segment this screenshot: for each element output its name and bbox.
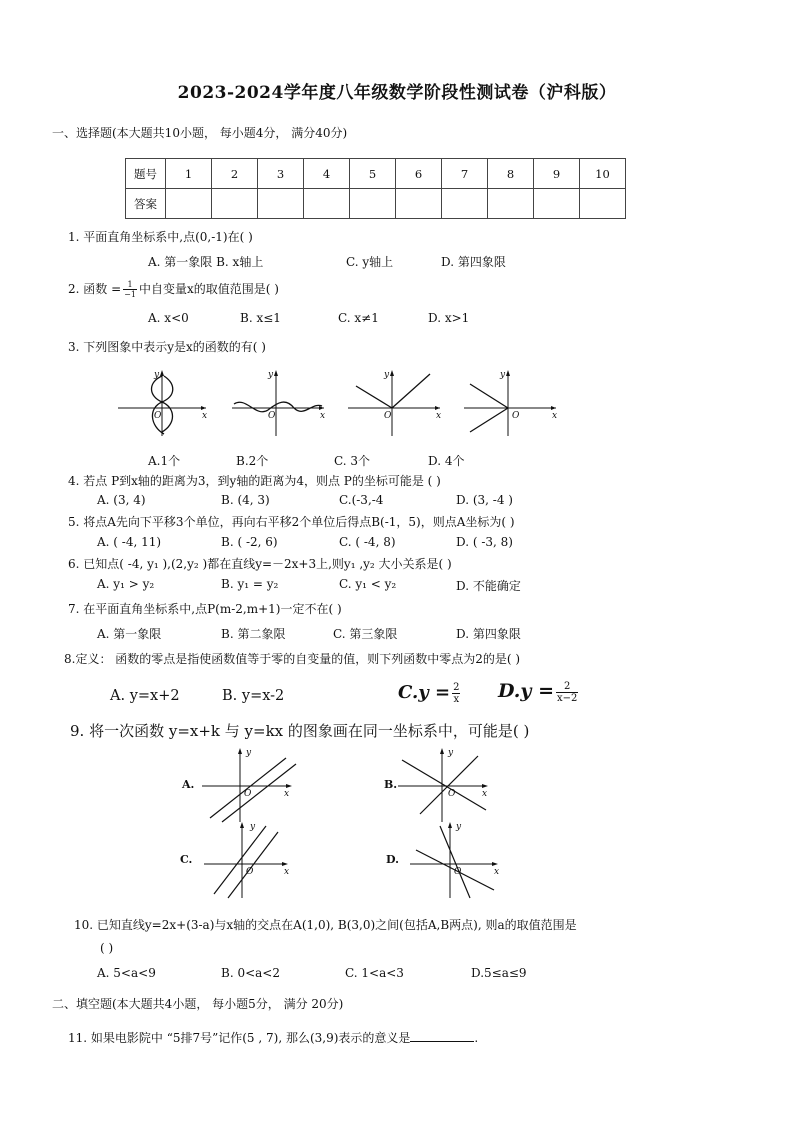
answer-cell[interactable] xyxy=(258,189,304,219)
question-6-option-b: B. y₁ = y₂ xyxy=(221,577,279,591)
x-axis-label: x xyxy=(320,411,326,421)
table-number-cell: 7 xyxy=(442,159,488,189)
table-number-cell: 6 xyxy=(396,159,442,189)
table-number-cell: 4 xyxy=(304,159,350,189)
question-5-option-a: A. ( -4, 11) xyxy=(97,535,162,549)
question-3-option-d: D. 4个 xyxy=(428,454,465,468)
question-3-graph-2 xyxy=(232,368,332,438)
option-d-label: D.y = xyxy=(498,680,554,702)
x-axis-label: x xyxy=(482,789,488,799)
question-2-pre: 2. 函数 = xyxy=(68,282,122,296)
question-8-option-b: B. y=x-2 xyxy=(222,688,285,704)
origin-label: O xyxy=(268,411,276,421)
question-4-option-a: A. (3, 4) xyxy=(97,493,146,507)
question-7: 7. 在平面直角坐标系中,点P(m-2,m+1)一定不在( ) xyxy=(68,602,342,616)
question-2-option-d: D. x>1 xyxy=(428,311,470,325)
question-6: 6. 已知点( -4, y₁ ),(2,y₂ )都在直线y=－2x+3上,则y₁ ,y₂ 大小关系是( ) xyxy=(68,557,452,571)
question-1-option-c: C. y轴上 xyxy=(346,255,394,269)
y-axis-label: y xyxy=(250,822,256,832)
fraction-denominator: x−2 xyxy=(557,693,578,704)
question-1: 1. 平面直角坐标系中,点(0,-1)在( ) xyxy=(68,230,253,244)
table-number-cell: 9 xyxy=(534,159,580,189)
fraction-numerator: 1 xyxy=(123,280,137,290)
origin-label: O xyxy=(246,867,254,877)
y-axis-label: y xyxy=(448,748,454,758)
y-axis-label: y xyxy=(268,370,274,380)
question-1-option-ab: A. 第一象限 B. x轴上 xyxy=(148,255,264,269)
question-9-graph-b xyxy=(398,746,498,824)
question-10-option-d: D.5≤a≤9 xyxy=(471,966,527,980)
question-10-option-b: B. 0<a<2 xyxy=(221,966,280,980)
origin-label: O xyxy=(384,411,392,421)
question-2-option-b: B. x≤1 xyxy=(240,311,281,325)
question-5: 5. 将点A先向下平移3个单位，再向右平移2个单位后得点B(-1，5)，则点A坐标为( ) xyxy=(68,515,515,529)
question-4-option-d: D. (3, -4 ) xyxy=(456,493,513,507)
x-axis-label: x xyxy=(284,789,290,799)
answer-cell[interactable] xyxy=(304,189,350,219)
table-number-cell: 2 xyxy=(212,159,258,189)
question-4: 4. 若点 P到x轴的距离为3，到y轴的距离为4，则点 P的坐标可能是 ( ) xyxy=(68,474,441,488)
question-2-option-a: A. x<0 xyxy=(148,311,189,325)
question-8-option-c xyxy=(398,682,462,705)
question-9-graph-a xyxy=(202,746,302,824)
section-heading-choice: 一、选择题(本大题共10小题， 每小题4分， 满分40分) xyxy=(52,126,348,140)
fraction-numerator: 2 xyxy=(453,682,460,693)
x-axis-label: x xyxy=(436,411,442,421)
y-axis-label: y xyxy=(154,370,160,380)
question-9-label-b: B. xyxy=(384,778,398,791)
y-axis-label: y xyxy=(456,822,462,832)
answer-cell[interactable] xyxy=(212,189,258,219)
question-7-option-c: C. 第三象限 xyxy=(333,627,398,641)
fraction-denominator: x xyxy=(453,694,460,705)
question-3-option-c: C. 3个 xyxy=(334,454,371,468)
question-10-line-2: ( ) xyxy=(100,941,114,955)
question-3-option-a: A.1个 xyxy=(148,454,181,468)
question-7-option-a: A. 第一象限 xyxy=(97,627,162,641)
question-10-option-a: A. 5<a<9 xyxy=(97,966,156,980)
page-title: 2023-2024学年度八年级数学阶段性测试卷（沪科版） xyxy=(177,83,617,103)
table-number-cell: 10 xyxy=(580,159,626,189)
question-2-fraction xyxy=(123,280,137,299)
answer-table xyxy=(125,158,626,219)
answer-cell[interactable] xyxy=(442,189,488,219)
answer-table-answer-row xyxy=(126,189,626,219)
question-9-label-a: A. xyxy=(182,778,195,791)
question-7-option-b: B. 第二象限 xyxy=(221,627,286,641)
question-6-option-d: D. 不能确定 xyxy=(456,579,521,593)
table-number-cell: 1 xyxy=(166,159,212,189)
question-3: 3. 下列图象中表示y是x的函数的有( ) xyxy=(68,340,266,354)
fraction-denominator: −1 xyxy=(124,290,136,299)
fraction-numerator: 2 xyxy=(556,681,578,693)
question-5-option-b: B. ( -2, 6) xyxy=(221,535,278,549)
question-6-option-a: A. y₁ > y₂ xyxy=(97,577,155,591)
y-axis-label: y xyxy=(384,370,390,380)
question-9-graph-d xyxy=(410,820,510,900)
question-11 xyxy=(68,1029,478,1046)
question-3-graph-1 xyxy=(118,368,210,438)
question-11-text: 11. 如果电影院中 “5排7号”记作(5 , 7), 那么(3,9)表示的意义是 xyxy=(68,1031,411,1045)
question-8: 8.定义： 函数的零点是指使函数值等于零的自变量的值，则下列函数中零点为2的是( ) xyxy=(64,652,521,666)
question-9-label-d: D. xyxy=(386,853,399,866)
table-number-cell: 5 xyxy=(350,159,396,189)
question-9: 9. 将一次函数 y=x+k 与 y=kx 的图象画在同一坐标系中，可能是( ) xyxy=(70,722,530,740)
y-axis-label: y xyxy=(500,370,506,380)
answer-cell[interactable] xyxy=(534,189,580,219)
answer-blank[interactable] xyxy=(410,1031,474,1042)
question-2-post: 中自变量x的取值范围是( ) xyxy=(138,282,279,296)
table-number-cell: 3 xyxy=(258,159,304,189)
origin-label: O xyxy=(448,789,456,799)
question-5-option-c: C. ( -4, 8) xyxy=(339,535,396,549)
question-3-graph-3 xyxy=(348,368,448,438)
question-8-option-a: A. y=x+2 xyxy=(110,688,180,704)
question-10-line-1: 10. 已知直线y=2x+(3-a)与x轴的交点在A(1,0), B(3,0)之间(包括A,B两点), 则a的取值范围是 xyxy=(74,918,577,932)
question-11-end: . xyxy=(474,1031,479,1045)
answer-table-number-row xyxy=(126,159,626,189)
question-1-option-d: D. 第四象限 xyxy=(441,255,506,269)
question-2 xyxy=(68,280,279,299)
answer-cell[interactable] xyxy=(396,189,442,219)
x-axis-label: x xyxy=(552,411,558,421)
option-d-fraction xyxy=(556,681,578,704)
question-8-option-d xyxy=(498,680,580,704)
x-axis-label: x xyxy=(284,867,290,877)
question-2-option-c: C. x≠1 xyxy=(338,311,379,325)
answer-cell[interactable] xyxy=(580,189,626,219)
table-header-cell: 题号 xyxy=(126,159,166,189)
x-axis-label: x xyxy=(202,411,208,421)
origin-label: O xyxy=(512,411,520,421)
question-5-option-d: D. ( -3, 8) xyxy=(456,535,513,549)
origin-label: O xyxy=(244,789,252,799)
question-10-option-c: C. 1<a<3 xyxy=(345,966,404,980)
origin-label: O xyxy=(154,411,162,421)
y-axis-label: y xyxy=(246,748,252,758)
answer-cell[interactable] xyxy=(488,189,534,219)
x-axis-label: x xyxy=(494,867,500,877)
table-header-cell: 答案 xyxy=(126,189,166,219)
question-9-graph-c xyxy=(204,820,304,900)
question-3-graph-4 xyxy=(464,368,564,438)
question-6-option-c: C. y₁ < y₂ xyxy=(339,577,397,591)
question-9-label-c: C. xyxy=(180,853,193,866)
question-4-option-b: B. (4, 3) xyxy=(221,493,270,507)
table-number-cell: 8 xyxy=(488,159,534,189)
question-7-option-d: D. 第四象限 xyxy=(456,627,521,641)
section-heading-fill-in: 二、填空题(本大题共4小题， 每小题5分， 满分 20分) xyxy=(52,997,344,1011)
option-c-fraction xyxy=(452,682,460,705)
answer-cell[interactable] xyxy=(166,189,212,219)
answer-cell[interactable] xyxy=(350,189,396,219)
origin-label: O xyxy=(454,867,462,877)
question-3-option-b: B.2个 xyxy=(236,454,269,468)
question-4-option-c: C.(-3,-4 xyxy=(339,493,384,507)
option-c-label: C.y = xyxy=(398,682,451,703)
